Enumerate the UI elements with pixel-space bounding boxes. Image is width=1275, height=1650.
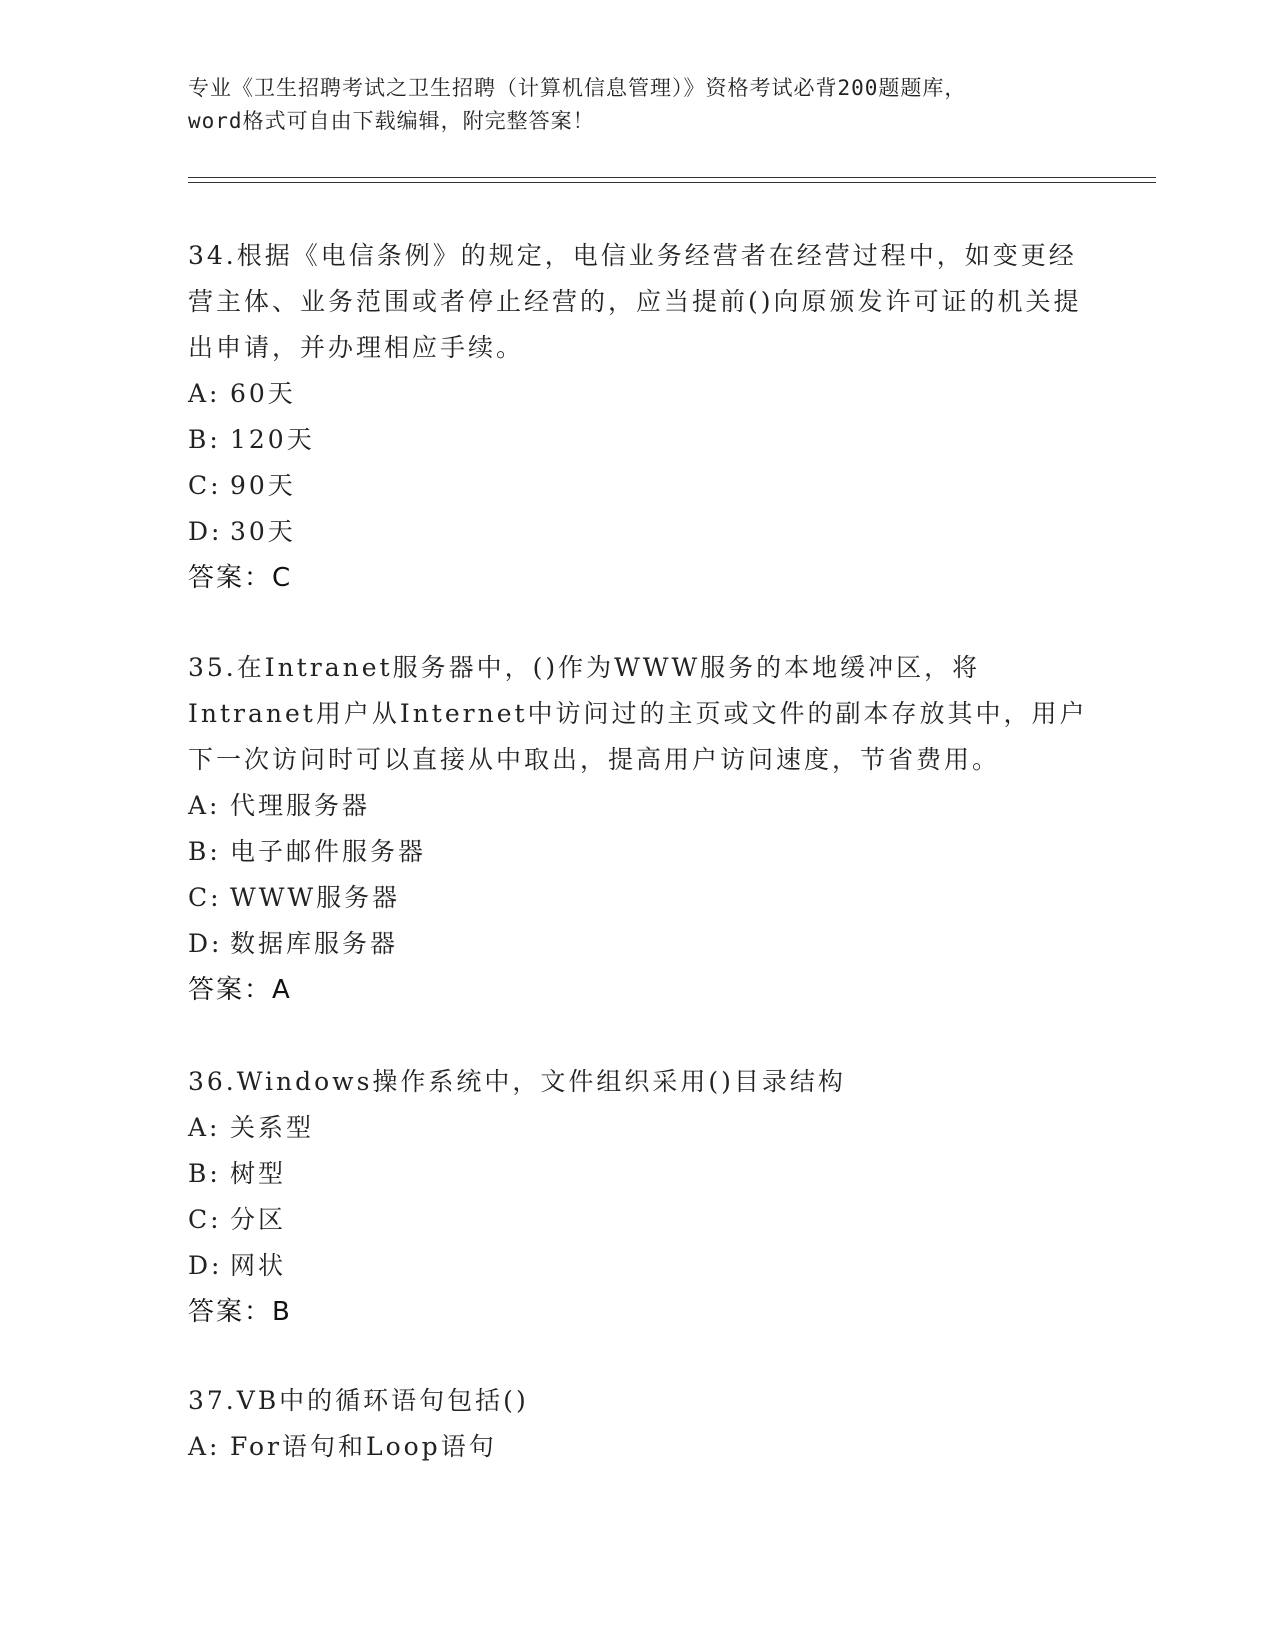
option-a bbox=[188, 783, 1088, 829]
option-text: 电子邮件服务器 bbox=[230, 837, 427, 866]
question-block bbox=[188, 1378, 1088, 1470]
option-key: A: bbox=[188, 791, 221, 820]
option-b bbox=[188, 1151, 1088, 1197]
answer-line: 答案：C bbox=[188, 563, 293, 593]
option-text: 数据库服务器 bbox=[230, 929, 399, 958]
option-key: C: bbox=[188, 471, 222, 500]
option-text: 树型 bbox=[230, 1159, 287, 1188]
option-b bbox=[188, 829, 1088, 875]
option-text: 120天 bbox=[230, 425, 315, 454]
option-a bbox=[188, 1105, 1088, 1151]
option-a bbox=[188, 1424, 1088, 1470]
header-line-2: word格式可自由下载编辑，附完整答案！ bbox=[188, 109, 595, 133]
option-text: For语句和Loop语句 bbox=[230, 1432, 497, 1461]
option-key: B: bbox=[188, 1159, 221, 1188]
option-text: 60天 bbox=[230, 379, 296, 408]
option-a bbox=[188, 371, 1088, 417]
option-key: D: bbox=[188, 1251, 223, 1280]
option-key: A: bbox=[188, 1113, 221, 1142]
option-d bbox=[188, 1243, 1088, 1289]
option-key: B: bbox=[188, 425, 221, 454]
question-stem: 35.在Intranet服务器中，()作为WWW服务的本地缓冲区，将Intranet用户从Internet中访问过的主页或文件的副本存放其中，用户下一次访问时可以直接从中取出，提高用户访问速度，节省费用。 bbox=[188, 653, 1088, 774]
option-key: A: bbox=[188, 1432, 221, 1461]
question-stem: 37.VB中的循环语句包括() bbox=[188, 1386, 529, 1415]
option-key: D: bbox=[188, 929, 223, 958]
option-b bbox=[188, 417, 1088, 463]
option-d bbox=[188, 509, 1088, 555]
option-text: 代理服务器 bbox=[230, 791, 371, 820]
option-key: C: bbox=[188, 883, 222, 912]
document-header bbox=[188, 72, 1088, 138]
header-line-1: 专业《卫生招聘考试之卫生招聘（计算机信息管理）》资格考试必背200题题库， bbox=[188, 76, 967, 100]
header-rule-top bbox=[188, 177, 1156, 178]
option-text: 网状 bbox=[230, 1251, 287, 1280]
option-key: D: bbox=[188, 517, 223, 546]
question-stem: 36.Windows操作系统中，文件组织采用()目录结构 bbox=[188, 1067, 846, 1096]
question-stem: 34.根据《电信条例》的规定，电信业务经营者在经营过程中，如变更经营主体、业务范围或者停止经营的，应当提前()向原颁发许可证的机关提出申请，并办理相应手续。 bbox=[188, 241, 1082, 362]
answer-line: 答案：A bbox=[188, 975, 292, 1005]
option-d bbox=[188, 921, 1088, 967]
option-text: WWW服务器 bbox=[230, 883, 401, 912]
option-text: 90天 bbox=[230, 471, 296, 500]
option-text: 分区 bbox=[230, 1205, 287, 1234]
option-c bbox=[188, 1197, 1088, 1243]
answer-line: 答案：B bbox=[188, 1297, 292, 1327]
header-rule-bottom bbox=[188, 182, 1156, 183]
question-block bbox=[188, 233, 1088, 601]
question-block bbox=[188, 1059, 1088, 1335]
option-key: B: bbox=[188, 837, 221, 866]
option-c bbox=[188, 463, 1088, 509]
option-key: A: bbox=[188, 379, 221, 408]
option-c bbox=[188, 875, 1088, 921]
option-text: 30天 bbox=[230, 517, 296, 546]
option-text: 关系型 bbox=[230, 1113, 315, 1142]
question-block bbox=[188, 645, 1088, 1013]
option-key: C: bbox=[188, 1205, 222, 1234]
